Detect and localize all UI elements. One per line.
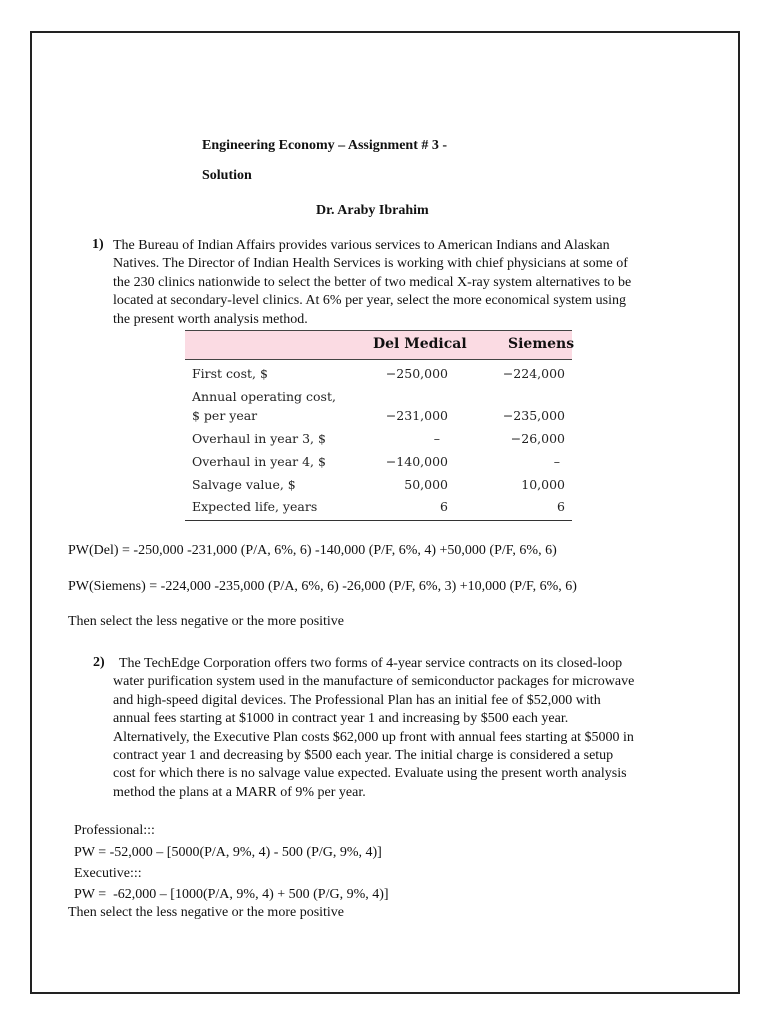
question-2-line: The TechEdge Corporation offers two forms of 4-year service contracts on its closed-loop (119, 656, 623, 671)
cell-siemens: −235,000 (502, 408, 565, 423)
pw-siemens-formula: PW(Siemens) = -224,000 -235,000 (P/A, 6%, 6) -26,000 (P/F, 6%, 3) +10,000 (P/F, 6%, 6) (68, 579, 577, 594)
cell-del-medical: −140,000 (385, 454, 448, 469)
question-1-line: Natives. The Director of Indian Health Services is working with chief physicians at some of (113, 256, 628, 272)
question-2-line: Alternatively, the Executive Plan costs $62,000 up front with annual fees starting at $5000 in (113, 729, 634, 745)
question-1-line: located at secondary-level clinics. At 6% per year, select the more economical system using (113, 293, 626, 309)
question-1-line: The Bureau of Indian Affairs provides various services to American Indians and Alaskan (113, 238, 610, 253)
question-2-text (113, 655, 678, 802)
row-label: Annual operating cost, (192, 389, 336, 404)
professional-label: Professional::: (74, 823, 155, 838)
row-label: $ per year (192, 408, 258, 423)
row-label: Salvage value, $ (192, 477, 296, 492)
question-2-conclusion: Then select the less negative or the more positive (68, 905, 345, 920)
question-2-line: method the plans at a MARR of 9% per year. (113, 784, 366, 800)
question-1-conclusion: Then select the less negative or the more positive (68, 614, 345, 629)
cell-siemens: 6 (557, 499, 565, 514)
column-header-del-medical: Del Medical (373, 336, 467, 352)
row-label: First cost, $ (192, 366, 268, 381)
table-body (185, 360, 572, 521)
document-title: Engineering Economy – Assignment # 3 - (202, 138, 448, 153)
cell-siemens: 10,000 (521, 477, 565, 492)
cell-del-medical: −231,000 (385, 408, 448, 423)
question-2-line: water purification system used in the manufacture of semiconductor packages for microwave (113, 674, 635, 690)
document-author: Dr. Araby Ibrahim (316, 203, 429, 218)
question-2-line: contract year 1 and decreasing by $500 each year. The initial charge is considered a setup (113, 748, 614, 764)
question-2-line: annual fees starting at $1000 in contract year 1 and increasing by $500 each year. (113, 711, 569, 727)
row-label: Expected life, years (192, 499, 318, 514)
executive-pw-formula: PW = -62,000 – [1000(P/A, 9%, 4) + 500 (P/G, 9%, 4)] (74, 887, 389, 902)
question-2-line: and high-speed digital devices. The Professional Plan has an initial fee of $52,000 with (113, 692, 601, 708)
table-header (185, 330, 575, 360)
document-subtitle: Solution (202, 168, 252, 183)
row-label: Overhaul in year 4, $ (192, 454, 326, 469)
row-label: Overhaul in year 3, $ (192, 431, 326, 446)
cell-del-medical: 50,000 (404, 477, 448, 492)
cell-siemens: −224,000 (502, 366, 565, 381)
executive-label: Executive::: (74, 866, 142, 881)
cell-del-medical: 6 (440, 499, 448, 514)
question-1-line: the 230 clinics nationwide to select the better of two medical X-ray system alternatives to be (113, 274, 632, 290)
cell-del-medical: −250,000 (385, 366, 448, 381)
question-2-line: cost for which there is no salvage value expected. Evaluate using the present worth analysis (113, 766, 627, 782)
cell-siemens: – (553, 454, 560, 469)
comparison-table (185, 330, 575, 521)
question-2-number: 2) (93, 655, 105, 670)
professional-pw-formula: PW = -52,000 – [5000(P/A, 9%, 4) - 500 (P/G, 9%, 4)] (74, 845, 382, 860)
cell-siemens: −26,000 (510, 431, 565, 446)
question-1-text (113, 237, 686, 329)
question-1-line: the present worth analysis method. (113, 311, 308, 327)
pw-del-formula: PW(Del) = -250,000 -231,000 (P/A, 6%, 6) -140,000 (P/F, 6%, 4) +50,000 (P/F, 6%, 6) (68, 543, 557, 558)
column-header-siemens: Siemens (508, 336, 575, 352)
cell-del-medical: – (433, 431, 440, 446)
question-1-number: 1) (92, 237, 104, 252)
